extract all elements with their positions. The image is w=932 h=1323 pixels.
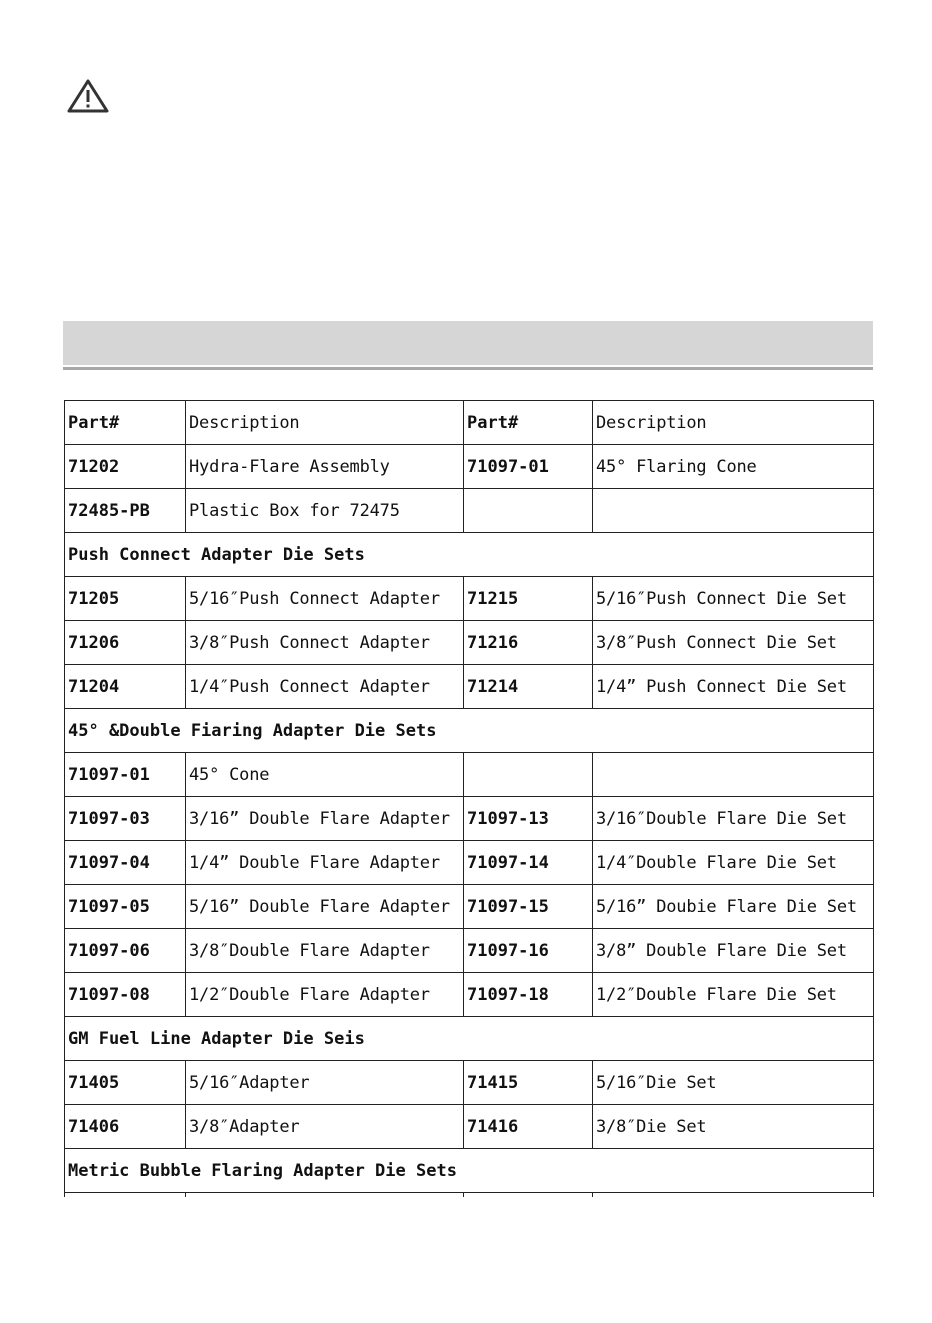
empty-cell — [65, 1193, 186, 1198]
description-cell: 3/8″Adapter — [186, 1105, 464, 1149]
table-row — [65, 621, 874, 665]
description-cell: 5/16″Push Connect Adapter — [186, 577, 464, 621]
section-row — [65, 1149, 874, 1193]
description-cell: 5/16” Doubie Flare Die Set — [593, 885, 874, 929]
table-row — [65, 665, 874, 709]
section-title: Metric Bubble Flaring Adapter Die Sets — [65, 1149, 874, 1193]
header-part-number: Part# — [464, 401, 593, 445]
header-description: Description — [593, 401, 874, 445]
description-cell: Hydra-Flare Assembly — [186, 445, 464, 489]
table-row — [65, 797, 874, 841]
part-number-cell: 71097-05 — [65, 885, 186, 929]
description-cell: 1/4” Double Flare Adapter — [186, 841, 464, 885]
section-row — [65, 1017, 874, 1061]
empty-cell — [464, 1193, 593, 1198]
section-row — [65, 709, 874, 753]
part-number-cell: 71405 — [65, 1061, 186, 1105]
part-number-cell: 71415 — [464, 1061, 593, 1105]
table-row — [65, 929, 874, 973]
part-number-cell: 71216 — [464, 621, 593, 665]
part-number-cell: 71097-01 — [65, 753, 186, 797]
description-cell: 1/4″Double Flare Die Set — [593, 841, 874, 885]
section-header-bar — [63, 321, 873, 365]
part-number-cell: 71406 — [65, 1105, 186, 1149]
part-number-cell: 71215 — [464, 577, 593, 621]
part-number-cell — [464, 489, 593, 533]
table-row — [65, 577, 874, 621]
description-cell: 5/16″Adapter — [186, 1061, 464, 1105]
description-cell — [593, 489, 874, 533]
section-divider — [63, 367, 873, 370]
description-cell: Plastic Box for 72475 — [186, 489, 464, 533]
table-row — [65, 445, 874, 489]
part-number-cell: 71097-18 — [464, 973, 593, 1017]
description-cell: 1/2″Double Flare Adapter — [186, 973, 464, 1017]
part-number-cell: 71097-16 — [464, 929, 593, 973]
description-cell: 1/2″Double Flare Die Set — [593, 973, 874, 1017]
section-row — [65, 533, 874, 577]
part-number-cell: 71214 — [464, 665, 593, 709]
description-cell: 1/4” Push Connect Die Set — [593, 665, 874, 709]
description-cell: 5/16″Die Set — [593, 1061, 874, 1105]
table-row — [65, 1105, 874, 1149]
header-description: Description — [186, 401, 464, 445]
description-cell: 5/16″Push Connect Die Set — [593, 577, 874, 621]
description-cell: 3/8” Double Flare Die Set — [593, 929, 874, 973]
part-number-cell: 71202 — [65, 445, 186, 489]
parts-table — [64, 400, 874, 1197]
description-cell: 3/16” Double Flare Adapter — [186, 797, 464, 841]
part-number-cell: 71097-04 — [65, 841, 186, 885]
table-header-row — [65, 401, 874, 445]
part-number-cell: 71416 — [464, 1105, 593, 1149]
part-number-cell: 71204 — [65, 665, 186, 709]
part-number-cell: 72485-PB — [65, 489, 186, 533]
description-cell: 3/8″Push Connect Die Set — [593, 621, 874, 665]
empty-cell — [593, 1193, 874, 1198]
table-row — [65, 489, 874, 533]
table-row — [65, 841, 874, 885]
part-number-cell: 71206 — [65, 621, 186, 665]
part-number-cell: 71097-14 — [464, 841, 593, 885]
description-cell: 3/8″Push Connect Adapter — [186, 621, 464, 665]
description-cell: 3/8″Double Flare Adapter — [186, 929, 464, 973]
section-title: 45° &Double Fiaring Adapter Die Sets — [65, 709, 874, 753]
part-number-cell: 71205 — [65, 577, 186, 621]
part-number-cell — [464, 753, 593, 797]
description-cell: 45° Cone — [186, 753, 464, 797]
description-cell: 3/8″Die Set — [593, 1105, 874, 1149]
warning-triangle-icon — [66, 78, 110, 114]
table-row — [65, 1061, 874, 1105]
description-cell: 5/16” Double Flare Adapter — [186, 885, 464, 929]
empty-cell — [186, 1193, 464, 1198]
section-title: GM Fuel Line Adapter Die Seis — [65, 1017, 874, 1061]
table-row — [65, 753, 874, 797]
description-cell — [593, 753, 874, 797]
description-cell: 3/16″Double Flare Die Set — [593, 797, 874, 841]
part-number-cell: 71097-15 — [464, 885, 593, 929]
header-part-number: Part# — [65, 401, 186, 445]
parts-table-body — [65, 401, 874, 1198]
table-row-continuation — [65, 1193, 874, 1198]
description-cell: 1/4″Push Connect Adapter — [186, 665, 464, 709]
part-number-cell: 71097-03 — [65, 797, 186, 841]
table-row — [65, 973, 874, 1017]
section-title: Push Connect Adapter Die Sets — [65, 533, 874, 577]
description-cell: 45° Flaring Cone — [593, 445, 874, 489]
part-number-cell: 71097-06 — [65, 929, 186, 973]
part-number-cell: 71097-13 — [464, 797, 593, 841]
part-number-cell: 71097-01 — [464, 445, 593, 489]
part-number-cell: 71097-08 — [65, 973, 186, 1017]
table-row — [65, 885, 874, 929]
